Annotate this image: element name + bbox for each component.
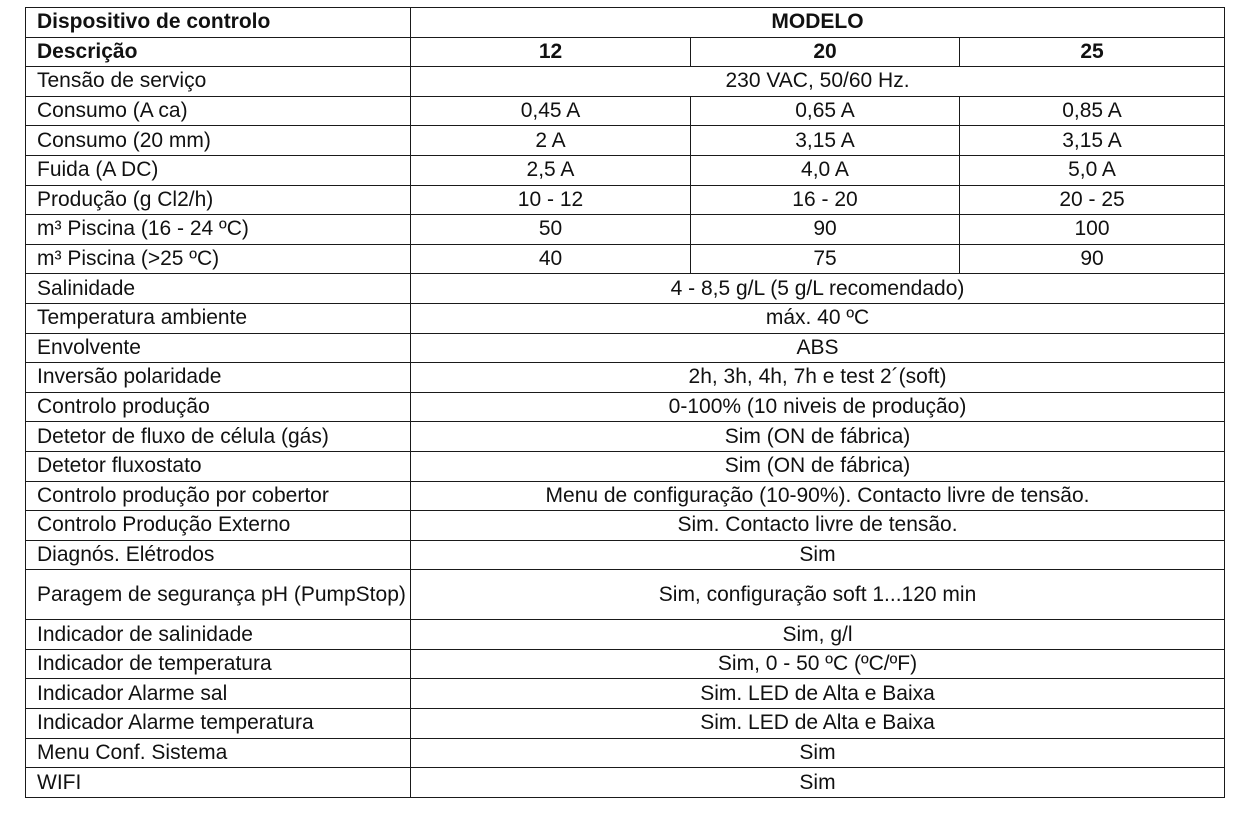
- row-label: Paragem de segurança pH (PumpStop): [26, 570, 411, 620]
- row-value: 2h, 3h, 4h, 7h e test 2´(soft): [411, 363, 1225, 393]
- table-row: [26, 67, 1225, 97]
- row-label: Controlo produção: [26, 392, 411, 422]
- header-model-25: 25: [960, 37, 1225, 67]
- table-row: [26, 620, 1225, 650]
- row-label: Produção (g Cl2/h): [26, 185, 411, 215]
- table-row: [26, 679, 1225, 709]
- row-value-model-12: 40: [411, 244, 691, 274]
- table-row: [26, 363, 1225, 393]
- row-value: Sim: [411, 540, 1225, 570]
- row-value: 230 VAC, 50/60 Hz.: [411, 67, 1225, 97]
- row-label: m³ Piscina (>25 ºC): [26, 244, 411, 274]
- row-value: Sim, configuração soft 1...120 min: [411, 570, 1225, 620]
- row-label: Controlo produção por cobertor: [26, 481, 411, 511]
- row-value-model-20: 16 - 20: [691, 185, 960, 215]
- table-row: [26, 481, 1225, 511]
- table-row: [26, 540, 1225, 570]
- table-row: [26, 392, 1225, 422]
- table-row: [26, 709, 1225, 739]
- row-value: Sim. Contacto livre de tensão.: [411, 511, 1225, 541]
- row-value: máx. 40 ºC: [411, 303, 1225, 333]
- row-label: Tensão de serviço: [26, 67, 411, 97]
- row-label: Indicador de temperatura: [26, 649, 411, 679]
- row-value-model-12: 2 A: [411, 126, 691, 156]
- row-value-model-20: 3,15 A: [691, 126, 960, 156]
- row-label: Consumo (A ca): [26, 96, 411, 126]
- row-value: Menu de configuração (10-90%). Contacto livre de tensão.: [411, 481, 1225, 511]
- header-label-description: Descrição: [26, 37, 411, 67]
- row-value: 0-100% (10 niveis de produção): [411, 392, 1225, 422]
- row-label: Detetor de fluxo de célula (gás): [26, 422, 411, 452]
- row-value: Sim: [411, 768, 1225, 798]
- row-label: Temperatura ambiente: [26, 303, 411, 333]
- row-value: Sim (ON de fábrica): [411, 422, 1225, 452]
- row-value-model-25: 3,15 A: [960, 126, 1225, 156]
- header-label-device: Dispositivo de controlo: [26, 8, 411, 38]
- row-label: Indicador de salinidade: [26, 620, 411, 650]
- table-row: [26, 303, 1225, 333]
- table-row: [26, 244, 1225, 274]
- row-label: Inversão polaridade: [26, 363, 411, 393]
- row-label: m³ Piscina (16 - 24 ºC): [26, 215, 411, 245]
- table-row: [26, 451, 1225, 481]
- header-row-description: [26, 37, 1225, 67]
- row-value-model-25: 90: [960, 244, 1225, 274]
- row-label: Salinidade: [26, 274, 411, 304]
- table-row: [26, 96, 1225, 126]
- header-row-model: [26, 8, 1225, 38]
- spec-table: [25, 7, 1225, 798]
- table-row: [26, 422, 1225, 452]
- row-value: Sim (ON de fábrica): [411, 451, 1225, 481]
- row-value-model-25: 100: [960, 215, 1225, 245]
- row-value-model-20: 0,65 A: [691, 96, 960, 126]
- row-value-model-20: 4,0 A: [691, 155, 960, 185]
- table-row: [26, 155, 1225, 185]
- row-label: Consumo (20 mm): [26, 126, 411, 156]
- row-value-model-12: 10 - 12: [411, 185, 691, 215]
- row-value: Sim: [411, 738, 1225, 768]
- row-label: Detetor fluxostato: [26, 451, 411, 481]
- table-row: [26, 185, 1225, 215]
- table-row: [26, 215, 1225, 245]
- row-value: Sim, g/l: [411, 620, 1225, 650]
- row-label: Envolvente: [26, 333, 411, 363]
- spec-table-body: [26, 8, 1225, 798]
- row-label: Indicador Alarme sal: [26, 679, 411, 709]
- table-row: [26, 511, 1225, 541]
- table-row: [26, 570, 1225, 620]
- row-value-model-25: 5,0 A: [960, 155, 1225, 185]
- row-label: Diagnós. Elétrodos: [26, 540, 411, 570]
- row-value-model-20: 90: [691, 215, 960, 245]
- table-row: [26, 126, 1225, 156]
- row-value-model-12: 50: [411, 215, 691, 245]
- row-value: 4 - 8,5 g/L (5 g/L recomendado): [411, 274, 1225, 304]
- row-value: Sim, 0 - 50 ºC (ºC/ºF): [411, 649, 1225, 679]
- row-value: Sim. LED de Alta e Baixa: [411, 709, 1225, 739]
- row-value-model-12: 2,5 A: [411, 155, 691, 185]
- row-value: ABS: [411, 333, 1225, 363]
- row-value-model-12: 0,45 A: [411, 96, 691, 126]
- header-model-20: 20: [691, 37, 960, 67]
- row-value: Sim. LED de Alta e Baixa: [411, 679, 1225, 709]
- row-label: Fuida (A DC): [26, 155, 411, 185]
- row-value-model-20: 75: [691, 244, 960, 274]
- table-row: [26, 649, 1225, 679]
- table-row: [26, 738, 1225, 768]
- header-model-12: 12: [411, 37, 691, 67]
- row-value-model-25: 0,85 A: [960, 96, 1225, 126]
- row-label: Controlo Produção Externo: [26, 511, 411, 541]
- table-row: [26, 274, 1225, 304]
- row-label: WIFI: [26, 768, 411, 798]
- row-label: Menu Conf. Sistema: [26, 738, 411, 768]
- row-label: Indicador Alarme temperatura: [26, 709, 411, 739]
- row-value-model-25: 20 - 25: [960, 185, 1225, 215]
- table-row: [26, 333, 1225, 363]
- table-row: [26, 768, 1225, 798]
- header-model: MODELO: [411, 8, 1225, 38]
